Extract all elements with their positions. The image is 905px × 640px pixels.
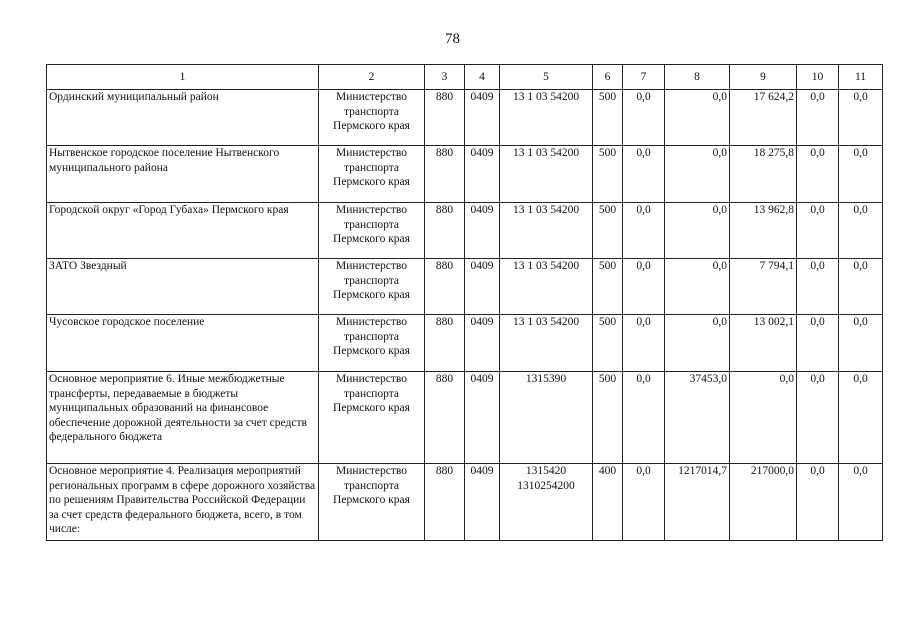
cell-col3: 880: [425, 90, 465, 146]
cell-col11: 0,0: [839, 259, 883, 315]
cell-col10: 0,0: [797, 464, 839, 541]
cell-col5: 13 1 03 54200: [500, 203, 593, 259]
row-name-cell: Чусовское городское поселение: [47, 315, 319, 372]
cell-col4: 0409: [465, 203, 500, 259]
column-header: 3: [425, 65, 465, 90]
cell-col9: 217000,0: [730, 464, 797, 541]
cell-col3: 880: [425, 146, 465, 203]
cell-col5: 1315420 1310254200: [500, 464, 593, 541]
cell-col9: 17 624,2: [730, 90, 797, 146]
cell-col10: 0,0: [797, 315, 839, 372]
cell-col5: 13 1 03 54200: [500, 90, 593, 146]
column-header: 8: [665, 65, 730, 90]
column-header: 7: [623, 65, 665, 90]
cell-col5: 13 1 03 54200: [500, 259, 593, 315]
cell-col5: 13 1 03 54200: [500, 146, 593, 203]
column-header: 5: [500, 65, 593, 90]
cell-col10: 0,0: [797, 203, 839, 259]
column-header: 1: [47, 65, 319, 90]
cell-col11: 0,0: [839, 372, 883, 464]
cell-col3: 880: [425, 464, 465, 541]
table-row: [47, 372, 883, 464]
cell-col6: 500: [593, 259, 623, 315]
cell-col11: 0,0: [839, 464, 883, 541]
cell-col7: 0,0: [623, 259, 665, 315]
row-name-cell: Основное мероприятие 4. Реализация мероприятий региональных программ в сфере дорожного хозяйства по решениям Правительства Российской Федерации за счет средств федерального бюджета, всего, в том числе:: [47, 464, 319, 541]
cell-col6: 500: [593, 203, 623, 259]
cell-col5: 13 1 03 54200: [500, 315, 593, 372]
cell-col4: 0409: [465, 464, 500, 541]
cell-col4: 0409: [465, 315, 500, 372]
column-header: 6: [593, 65, 623, 90]
cell-col8: 0,0: [665, 203, 730, 259]
column-header: 2: [319, 65, 425, 90]
ministry-cell: Министерство транспорта Пермского края: [319, 146, 425, 203]
ministry-cell: Министерство транспорта Пермского края: [319, 90, 425, 146]
cell-col3: 880: [425, 203, 465, 259]
cell-col6: 500: [593, 90, 623, 146]
cell-col10: 0,0: [797, 146, 839, 203]
table-row: [47, 315, 883, 372]
cell-col7: 0,0: [623, 146, 665, 203]
cell-col3: 880: [425, 315, 465, 372]
header-row: [47, 65, 883, 90]
cell-col3: 880: [425, 372, 465, 464]
page-number: 78: [445, 31, 460, 47]
row-name-cell: Нытвенское городское поселение Нытвенского муниципального района: [47, 146, 319, 203]
cell-col6: 500: [593, 146, 623, 203]
cell-col9: 7 794,1: [730, 259, 797, 315]
cell-col7: 0,0: [623, 372, 665, 464]
cell-col5: 1315390: [500, 372, 593, 464]
table-row: [47, 146, 883, 203]
column-header: 9: [730, 65, 797, 90]
cell-col10: 0,0: [797, 90, 839, 146]
row-name-cell: Ординский муниципальный район: [47, 90, 319, 146]
cell-col7: 0,0: [623, 315, 665, 372]
ministry-cell: Министерство транспорта Пермского края: [319, 372, 425, 464]
cell-col3: 880: [425, 259, 465, 315]
cell-col9: 0,0: [730, 372, 797, 464]
cell-col4: 0409: [465, 90, 500, 146]
row-name-cell: Основное мероприятие 6. Иные межбюджетные трансферты, передаваемые в бюджеты муниципальных образований на финансовое обеспечение дорожной деятельности за счет средств федерального бюджета: [47, 372, 319, 464]
cell-col11: 0,0: [839, 203, 883, 259]
table-row: [47, 259, 883, 315]
column-header: 11: [839, 65, 883, 90]
cell-col8: 37453,0: [665, 372, 730, 464]
table-row: [47, 464, 883, 541]
ministry-cell: Министерство транспорта Пермского края: [319, 203, 425, 259]
cell-col8: 1217014,7: [665, 464, 730, 541]
ministry-cell: Министерство транспорта Пермского края: [319, 464, 425, 541]
cell-col6: 500: [593, 372, 623, 464]
ministry-cell: Министерство транспорта Пермского края: [319, 315, 425, 372]
column-header: 10: [797, 65, 839, 90]
table-row: [47, 90, 883, 146]
cell-col9: 18 275,8: [730, 146, 797, 203]
row-name-cell: Городской округ «Город Губаха» Пермского края: [47, 203, 319, 259]
ministry-cell: Министерство транспорта Пермского края: [319, 259, 425, 315]
cell-col7: 0,0: [623, 90, 665, 146]
cell-col8: 0,0: [665, 315, 730, 372]
cell-col11: 0,0: [839, 146, 883, 203]
cell-col7: 0,0: [623, 464, 665, 541]
cell-col11: 0,0: [839, 315, 883, 372]
cell-col9: 13 962,8: [730, 203, 797, 259]
cell-col10: 0,0: [797, 372, 839, 464]
cell-col4: 0409: [465, 146, 500, 203]
cell-col10: 0,0: [797, 259, 839, 315]
cell-col9: 13 002,1: [730, 315, 797, 372]
cell-col8: 0,0: [665, 90, 730, 146]
cell-col4: 0409: [465, 372, 500, 464]
cell-col6: 500: [593, 315, 623, 372]
cell-col8: 0,0: [665, 259, 730, 315]
budget-table: [46, 64, 883, 541]
cell-col8: 0,0: [665, 146, 730, 203]
table-row: [47, 203, 883, 259]
cell-col11: 0,0: [839, 90, 883, 146]
column-header: 4: [465, 65, 500, 90]
cell-col4: 0409: [465, 259, 500, 315]
row-name-cell: ЗАТО Звездный: [47, 259, 319, 315]
cell-col6: 400: [593, 464, 623, 541]
cell-col7: 0,0: [623, 203, 665, 259]
